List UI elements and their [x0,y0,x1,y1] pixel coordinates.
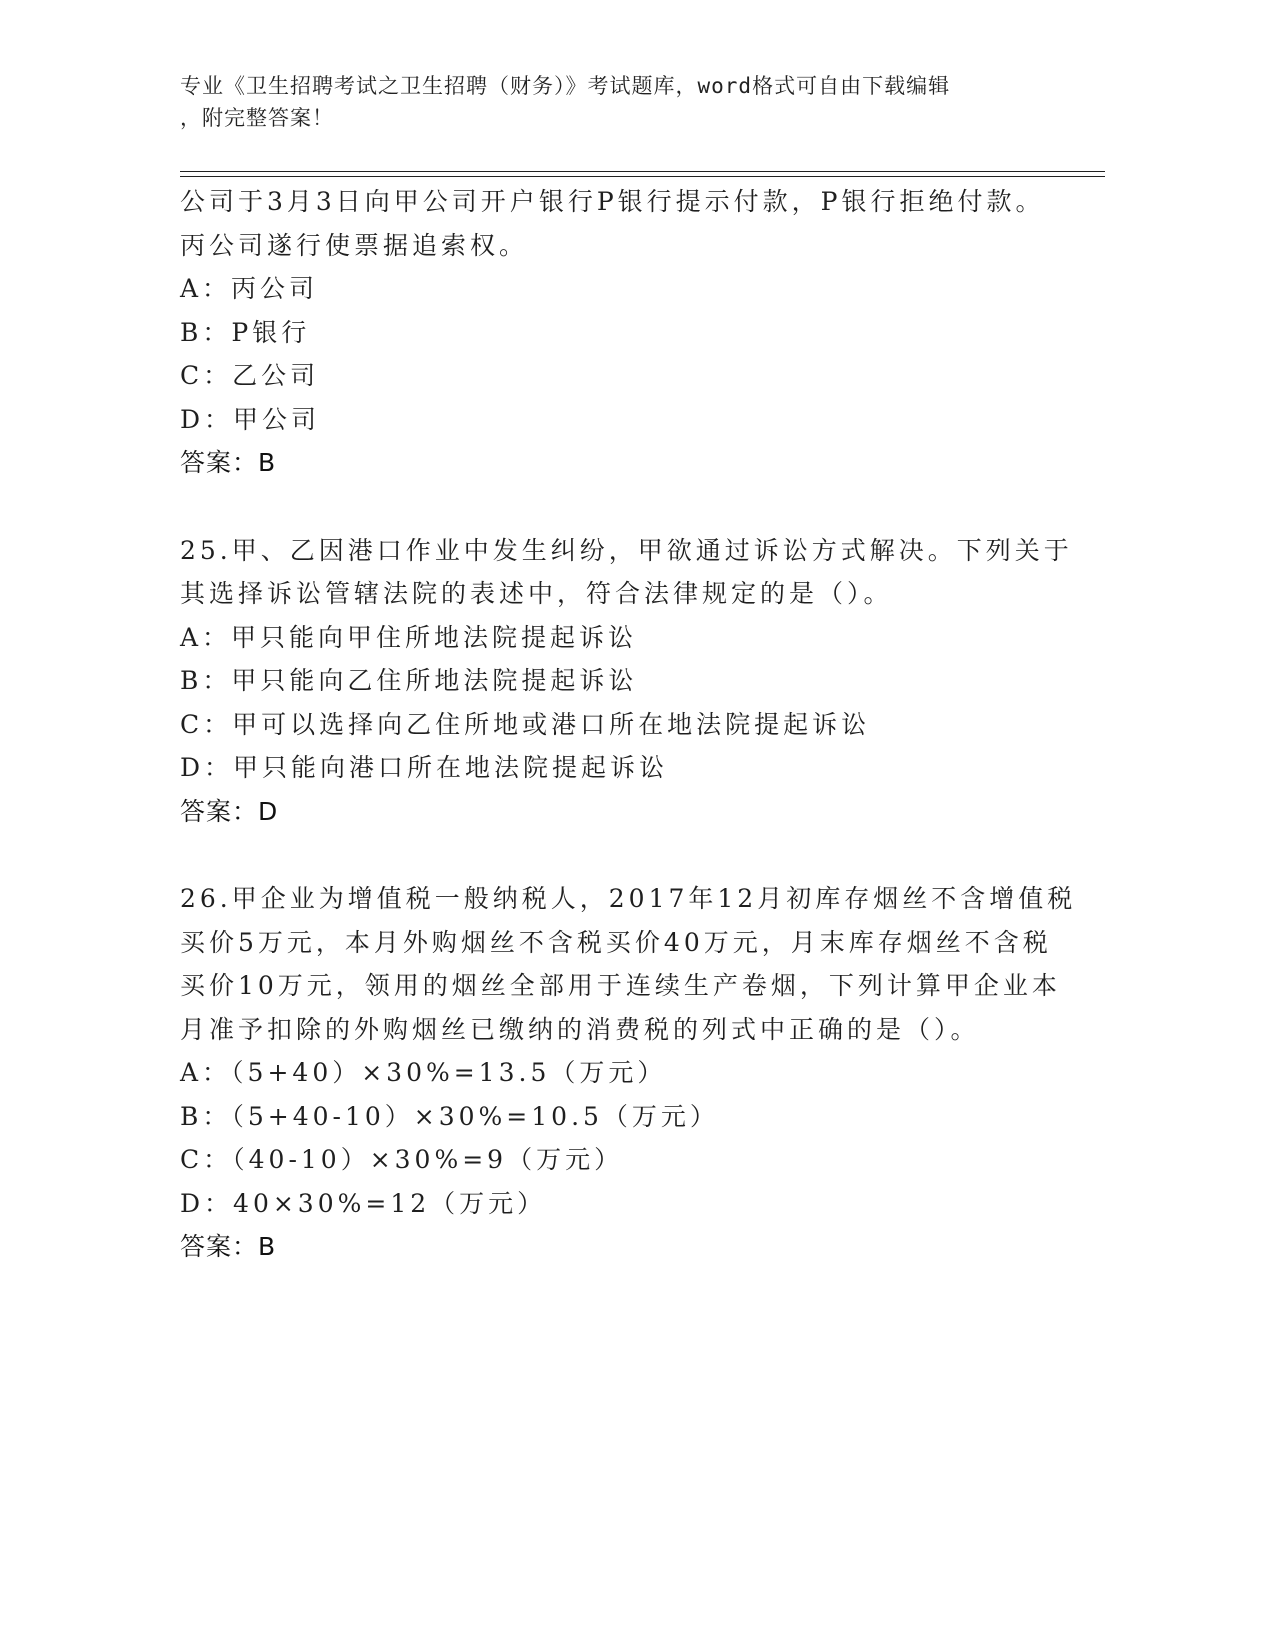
question-text-line: 月准予扣除的外购烟丝已缴纳的消费税的列式中正确的是（）。 [180,1014,980,1044]
option-b: B：P银行 [180,317,311,347]
option-c: C：（40-10）×30%=9（万元） [180,1145,624,1174]
header-line-2: ，附完整答案！ [180,106,334,130]
question-text-line: 25.甲、乙因港口作业中发生纠纷，甲欲通过诉讼方式解决。下列关于 [180,535,1073,565]
header-divider-top [180,171,1105,172]
document-header [180,70,1060,134]
answer-label: 答案：D [180,796,279,826]
answer-label: 答案：B [180,448,277,477]
question-text-line: 买价5万元，本月外购烟丝不含税买价40万元，月末库存烟丝不含税 [180,927,1052,957]
question-24-continued [180,180,1080,485]
question-text-line: 丙公司遂行使票据追索权。 [180,230,529,260]
answer-label: 答案：B [180,1232,277,1261]
option-a: A：（5+40）×30%=13.5（万元） [180,1058,667,1087]
question-25 [180,529,1080,834]
option-d: D：40×30%=12（万元） [180,1188,547,1218]
question-text-line: 其选择诉讼管辖法院的表述中，符合法律规定的是（）。 [180,579,893,608]
option-d: D：甲公司 [180,404,321,434]
option-a: A：甲只能向甲住所地法院提起诉讼 [180,622,638,652]
question-content [180,180,1080,1269]
option-c: C：甲可以选择向乙住所地或港口所在地法院提起诉讼 [180,709,871,739]
spacer [180,485,1080,529]
header-divider-bottom [180,176,1105,177]
option-c: C：乙公司 [180,361,320,390]
question-text-line: 公司于3月3日向甲公司开户银行P银行提示付款，P银行拒绝付款。 [180,187,1045,216]
question-text-line: 买价10万元，领用的烟丝全部用于连续生产卷烟，下列计算甲企业本 [180,971,1061,1000]
question-text-line: 26.甲企业为增值税一般纳税人，2017年12月初库存烟丝不含增值税 [180,884,1077,913]
option-d: D：甲只能向港口所在地法院提起诉讼 [180,753,669,782]
header-line-1: 专业《卫生招聘考试之卫生招聘（财务）》考试题库，word格式可自由下载编辑 [180,74,951,98]
option-b: B：甲只能向乙住所地法院提起诉讼 [180,666,638,695]
option-a: A：丙公司 [180,274,319,303]
option-b: B：（5+40-10）×30%=10.5（万元） [180,1101,719,1131]
question-26 [180,877,1080,1269]
spacer [180,833,1080,877]
